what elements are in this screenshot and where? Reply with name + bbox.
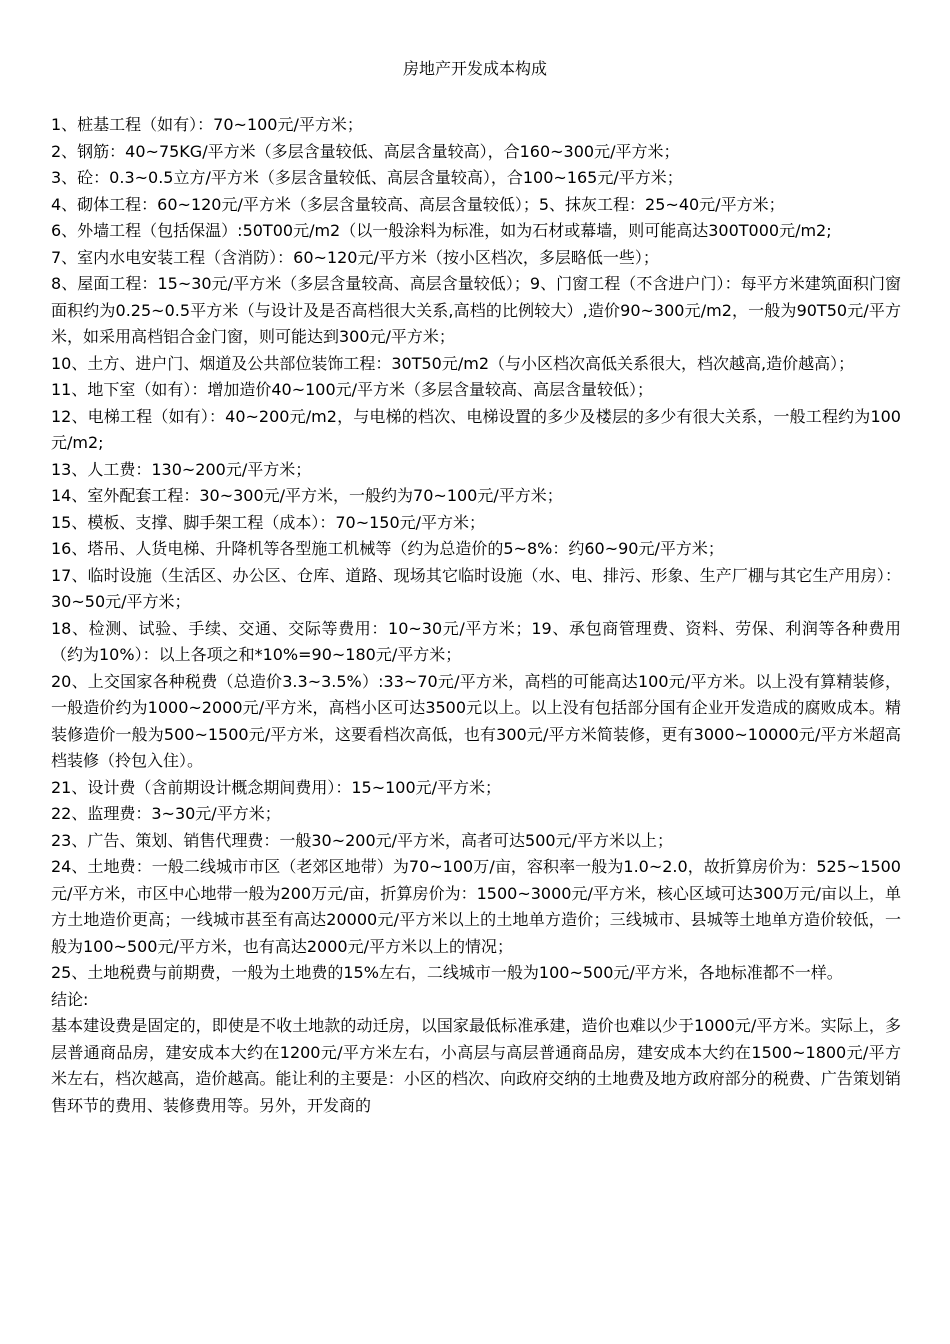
paragraph-11: 11、地下室（如有）：增加造价40~100元/平方米（多层含量较高、高层含量较低）； xyxy=(51,380,654,399)
conclusion-heading: 结论: xyxy=(51,989,89,1009)
page-title: 房地产开发成本构成 xyxy=(402,59,547,78)
paragraph-25: 25、土地税费与前期费，一般为土地费的15%左右，二线城市一般为100~500元/平方米，各地标准都不一样。 xyxy=(51,963,843,982)
document-body xyxy=(51,112,901,1119)
conclusion-paragraph: 基本建设费是固定的，即使是不收土地款的动迁房，以国家最低标准承建，造价也难以少于1000元/平方米。实际上，多层普通商品房，建安成本大约在1200元/平方米左右，小高层与高层普通商品房，建安成本大约在1500~1800元/平方米左右，档次越高，造价越高。能让利的主要是：小区的档次、向政府交纳的土地费及地方政府部分的税费、广告策划销售环节的费用、装修费用等。另外，开发商的 xyxy=(51,1016,901,1115)
paragraph-17: 17、临时设施（生活区、办公区、仓库、道路、现场其它临时设施（水、电、排污、形象、生产厂棚与其它生产用房）：30~50元/平方米； xyxy=(51,565,901,611)
paragraph-20: 20、上交国家各种税费（总造价3.3~3.5%）:33~70元/平方米，高档的可能高达100元/平方米。以上没有算精装修，一般造价约为1000~2000元/平方米，高档小区可达3500元以上。以上没有包括部分国有企业开发造成的腐败成本。精装修造价一般为500~1500元/平方米，这要看档次高低，也有300元/平方米简装修，更有3000~10000元/平方米超高档装修（拎包入住）。 xyxy=(51,671,901,770)
paragraph-22: 22、监理费：3~30元/平方米； xyxy=(51,804,281,823)
paragraph-1: 1、桩基工程（如有）：70~100元/平方米； xyxy=(51,115,363,134)
paragraph-24: 24、土地费：一般二线城市市区（老郊区地带）为70~100万/亩，容积率一般为1.0~2.0，故折算房价为：525~1500元/平方米，市区中心地带一般为200万元/亩，折算房价为：1500~3000元/平方米，核心区域可达300万元/亩以上，单方土地造价更高；一线城市甚至有高达20000元/平方米以上的土地单方造价；三线城市、县城等土地单方造价较低，一般为100~500元/平方米，也有高达2000元/平方米以上的情况； xyxy=(51,857,901,956)
paragraph-14: 14、室外配套工程：30~300元/平方米，一般约为70~100元/平方米； xyxy=(51,486,563,505)
paragraph-2: 2、钢筋：40~75KG/平方米（多层含量较低、高层含量较高），合160~300元/平方米； xyxy=(51,141,680,161)
paragraph-16: 16、塔吊、人货电梯、升降机等各型施工机械等（约为总造价的5~8%：约60~90元/平方米； xyxy=(51,539,724,558)
paragraph-10: 10、土方、进户门、烟道及公共部位装饰工程：30T50元/m2（与小区档次高低关系很大，档次越高,造价越高）； xyxy=(51,353,855,373)
paragraph-6: 6、外墙工程（包括保温）:50T00元/m2（以一般涂料为标准，如为石材或幕墙，则可能高达300T000元/m2; xyxy=(51,221,832,240)
paragraph-13: 13、人工费：130~200元/平方米； xyxy=(51,459,312,479)
paragraph-8: 8、屋面工程：15~30元/平方米（多层含量较高、高层含量较低）；9、门窗工程（不含进户门）：每平方米建筑面积门窗面积约为0.25~0.5平方米（与设计及是否高档很大关系,高档的比例较大）,造价90~300元/m2，一般为90T50元/平方米，如采用高档铝合金门窗，则可能达到300元/平方米； xyxy=(51,274,901,346)
paragraph-21: 21、设计费（含前期设计概念期间费用）：15~100元/平方米； xyxy=(51,777,502,797)
paragraph-18: 18、检测、试验、手续、交通、交际等费用：10~30元/平方米；19、承包商管理费、资料、劳保、利润等各种费用（约为10%）：以上各项之和*10%=90~180元/平方米； xyxy=(51,618,901,664)
paragraph-15: 15、模板、支撑、脚手架工程（成本）：70~150元/平方米； xyxy=(51,512,486,532)
paragraph-12: 12、电梯工程（如有）：40~200元/m2，与电梯的档次、电梯设置的多少及楼层的多少有很大关系，一般工程约为100元/m2; xyxy=(51,406,901,452)
paragraph-23: 23、广告、策划、销售代理费：一般30~200元/平方米，高者可达500元/平方米以上； xyxy=(51,830,673,850)
paragraph-3: 3、砼：0.3~0.5立方/平方米（多层含量较低、高层含量较高），合100~165元/平方米； xyxy=(51,168,683,187)
paragraph-7: 7、室内水电安装工程（含消防）：60~120元/平方米（按小区档次，多层略低一些）； xyxy=(51,247,659,267)
paragraph-4: 4、砌体工程：60~120元/平方米（多层含量较高、高层含量较低）；5、抹灰工程：25~40元/平方米； xyxy=(51,194,785,214)
